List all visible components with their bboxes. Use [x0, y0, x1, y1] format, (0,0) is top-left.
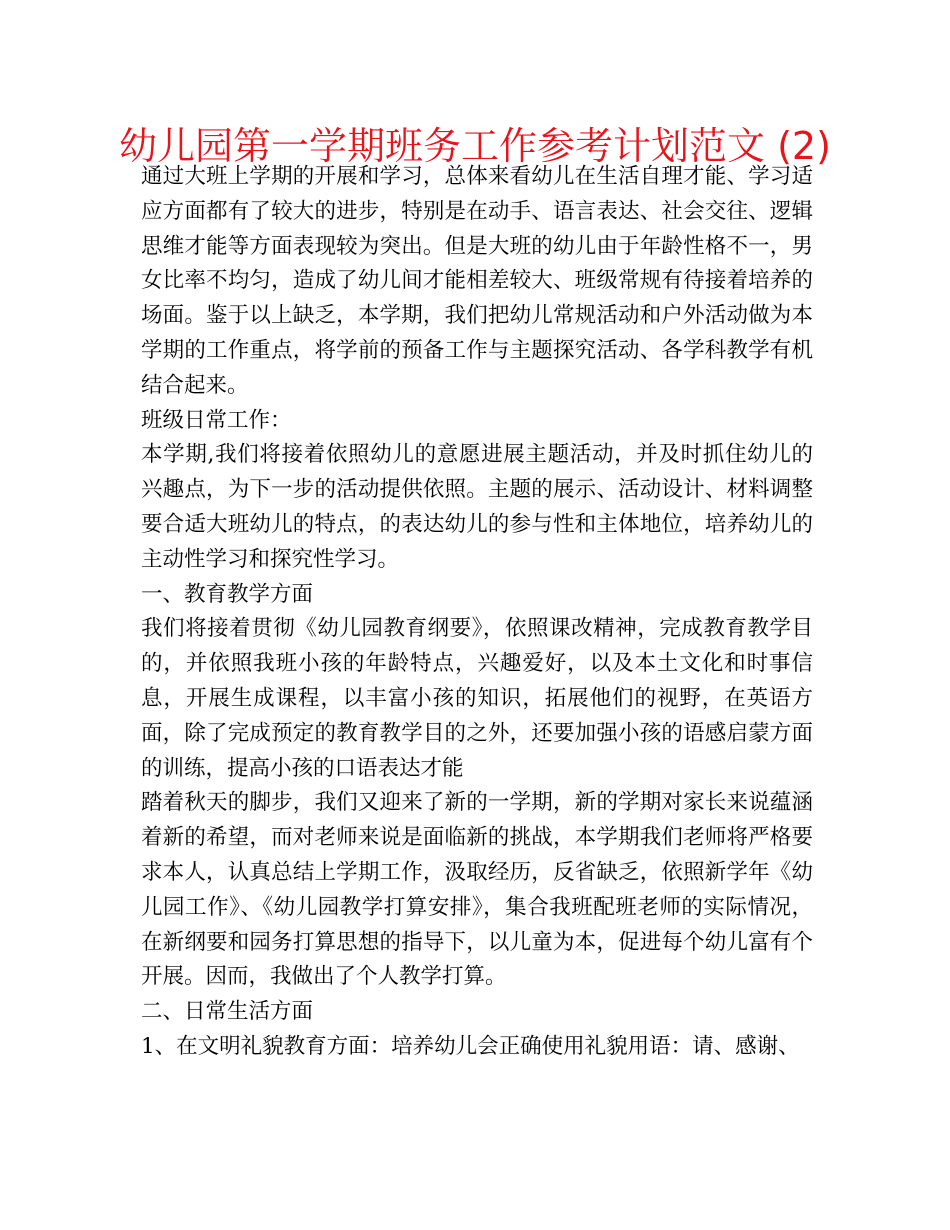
heading-class-daily-work: 班级日常工作：: [141, 407, 292, 433]
paragraph-intro: 通过大班上学期的开展和学习，总体来看幼儿在生活自理才能、学习适应方面都有了较大的进步，特别是在动手、语言表达、社会交往、逻辑思维才能等方面表现较为突出。但是大班的幼儿由于年龄性格不一，男女比率不均匀，造成了幼儿间才能相差较大、班级常规有待接着培养的场面。鉴于以上缺乏，本学期，我们把幼儿常规活动和户外活动做为本学期的工作重点，将学前的预备工作与主题探究活动、各学科教学有机结合起来。: [141, 164, 813, 398]
page-title: 幼儿园第一学期班务工作参考计划范文 (2): [119, 124, 831, 168]
document-body: [141, 160, 813, 1065]
paragraph-civility-education: 1、在文明礼貌教育方面：培养幼儿会正确使用礼貌用语：请、感谢、: [141, 1033, 800, 1059]
paragraph-theme-activities: 本学期,我们将接着依照幼儿的意愿进展主题活动，并及时抓住幼儿的兴趣点，为下一步的活动提供依照。主题的展示、活动设计、材料调整要合适大班幼儿的特点，的表达幼儿的参与性和主体地位，培养幼儿的主动性学习和探究性学习。: [141, 442, 813, 572]
paragraph-education-teaching: 我们将接着贯彻《幼儿园教育纲要》，依照课改精神，完成教育教学目的，并依照我班小孩的年龄特点，兴趣爱好，以及本土文化和时事信息，开展生成课程，以丰富小孩的知识，拓展他们的视野，在英语方面，除了完成预定的教育教学目的之外，还要加强小孩的语感启蒙方面的训练，提高小孩的口语表达才能: [141, 616, 813, 781]
heading-daily-life: 二、日常生活方面: [141, 999, 314, 1025]
paragraph-autumn-new-term: 踏着秋天的脚步，我们又迎来了新的一学期，新的学期对家长来说蕴涵着新的希望，而对老师来说是面临新的挑战，本学期我们老师将严格要求本人，认真总结上学期工作，汲取经历，反省缺乏，依照新学年《幼儿园工作》、《幼儿园教学打算安排》，集合我班配班老师的实际情况，在新纲要和园务打算思想的指导下，以儿童为本，促进每个幼儿富有个开展。因而，我做出了个人教学打算。: [141, 790, 813, 990]
heading-education-teaching: 一、教育教学方面: [141, 581, 314, 607]
